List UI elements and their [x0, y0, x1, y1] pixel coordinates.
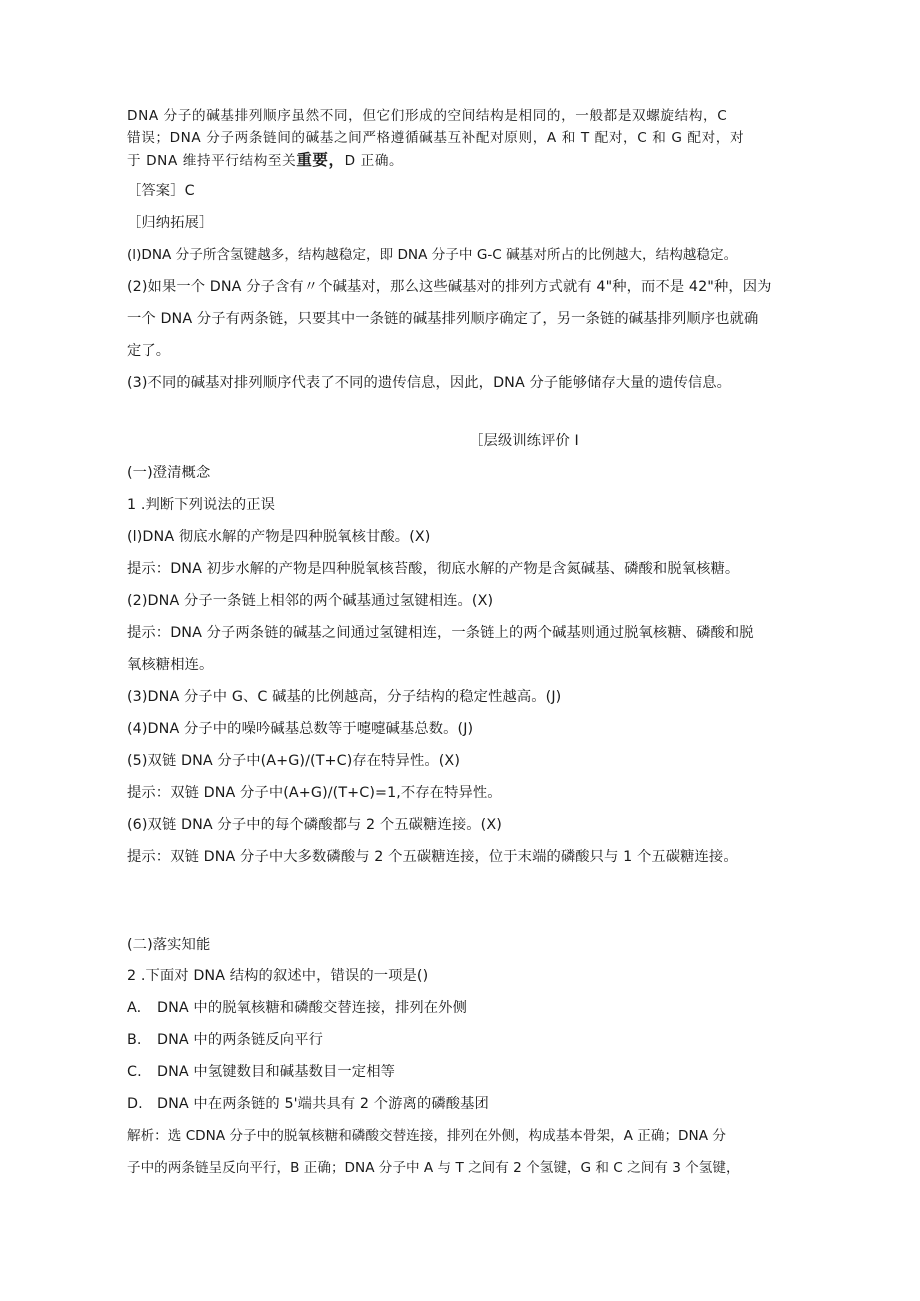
summary-point-2-line-3: 定了。 [127, 343, 171, 359]
question-1-title: 1 .判断下列说法的正误 [127, 497, 276, 513]
summary-point-2-line-2: 一个 DNA 分子有两条链，只要其中一条链的碱基排列顺序确定了，另一条链的碱基排列顺序也就确 [127, 311, 759, 327]
option-c-letter: C. [127, 1064, 142, 1080]
part2-heading: (二)落实知能 [127, 937, 211, 953]
option-d-letter: D. [127, 1096, 143, 1112]
statement-2: (2)DNA 分子一条链上相邻的两个碱基通过氢键相连。(X) [127, 593, 494, 609]
part1-heading: (一)澄清概念 [127, 465, 211, 481]
option-b-text: DNA 中的两条链反向平行 [157, 1032, 323, 1048]
answer-line: ［答案］C [127, 183, 195, 199]
summary-point-2-line-1: (2)如果一个 DNA 分子含有〃个碱基对，那么这些碱基对的排列方式就有 4"种，而不是 42"种，因为 [127, 279, 772, 295]
option-a [127, 998, 467, 1018]
option-c-text: DNA 中氢键数目和碱基数目一定相等 [157, 1064, 395, 1080]
intro-line-2: 错误；DNA 分子两条链间的碱基之间严格遵循碱基互补配对原则，A 和 T 配对，C 和 G 配对，对 [127, 130, 745, 146]
section-title-text: ［层级训练评价 I [469, 433, 579, 449]
option-b [127, 1030, 323, 1050]
hint-2-line-1: 提示：DNA 分子两条链的碱基之间通过氢键相连，一条链上的两个碱基则通过脱氧核糖、磷酸和脱 [127, 625, 754, 641]
statement-1: (l)DNA 彻底水解的产物是四种脱氧核甘酸。(X) [127, 529, 431, 545]
option-d-text: DNA 中在两条链的 5'端共具有 2 个游离的磷酸基团 [157, 1096, 489, 1112]
intro-line-1: DNA 分子的碱基排列顺序虽然不同，但它们形成的空间结构是相同的，一般都是双螺旋结构，C [127, 108, 728, 124]
section-title [0, 431, 920, 451]
summary-point-1: (l)DNA 分子所含氢键越多，结构越稳定，即 DNA 分子中 G-C 碱基对所占的比例越大，结构越稳定。 [127, 247, 738, 263]
summary-point-3: (3)不同的碱基对排列顺序代表了不同的遗传信息，因此，DNA 分子能够储存大量的遗传信息。 [127, 375, 732, 391]
summary-heading: ［归纳拓展］ [127, 215, 214, 231]
hint-2-line-2: 氧核糖相连。 [127, 657, 214, 673]
hint-6: 提示：双链 DNA 分子中大多数磷酸与 2 个五碳糖连接，位于末端的磷酸只与 1 个五碳糖连接。 [127, 849, 738, 865]
option-b-letter: B. [127, 1032, 142, 1048]
statement-4: (4)DNA 分子中的噪吟碱基总数等于嚏嚏碱基总数。(J) [127, 721, 474, 737]
intro-line-3 [127, 150, 403, 171]
intro-line-3-pre: 于 DNA 维持平行结构至关 [127, 153, 297, 169]
analysis-line-2: 子中的两条链呈反向平行，B 正确；DNA 分子中 A 与 T 之间有 2 个氢键，G 和 C 之间有 3 个氢键， [127, 1160, 740, 1176]
hint-1: 提示：DNA 初步水解的产物是四种脱氧核苔酸，彻底水解的产物是含氮碱基、磷酸和脱氧核糖。 [127, 561, 740, 577]
question-2-title: 2 .下面对 DNA 结构的叙述中，错误的一项是() [127, 968, 429, 984]
statement-3: (3)DNA 分子中 G、C 碱基的比例越高，分子结构的稳定性越高。(J) [127, 689, 562, 705]
option-a-letter: A. [127, 1000, 142, 1016]
hint-5: 提示：双链 DNA 分子中(A+G)∕(T+C)=1,不存在特异性。 [127, 785, 502, 801]
option-c [127, 1062, 395, 1082]
statement-6: (6)双链 DNA 分子中的每个磷酸都与 2 个五碳糖连接。(X) [127, 817, 502, 833]
intro-line-3-bold: 重要， [296, 151, 345, 169]
statement-5: (5)双链 DNA 分子中(A+G)∕(T+C)存在特异性。(X) [127, 753, 460, 769]
analysis-line-1: 解析：选 CDNA 分子中的脱氧核糖和磷酸交替连接，排列在外侧，构成基本骨架，A 正确；DNA 分 [127, 1128, 726, 1144]
intro-line-3-post: D 正确。 [344, 153, 404, 169]
option-a-text: DNA 中的脱氧核糖和磷酸交替连接，排列在外侧 [157, 1000, 467, 1016]
option-d [127, 1094, 489, 1114]
